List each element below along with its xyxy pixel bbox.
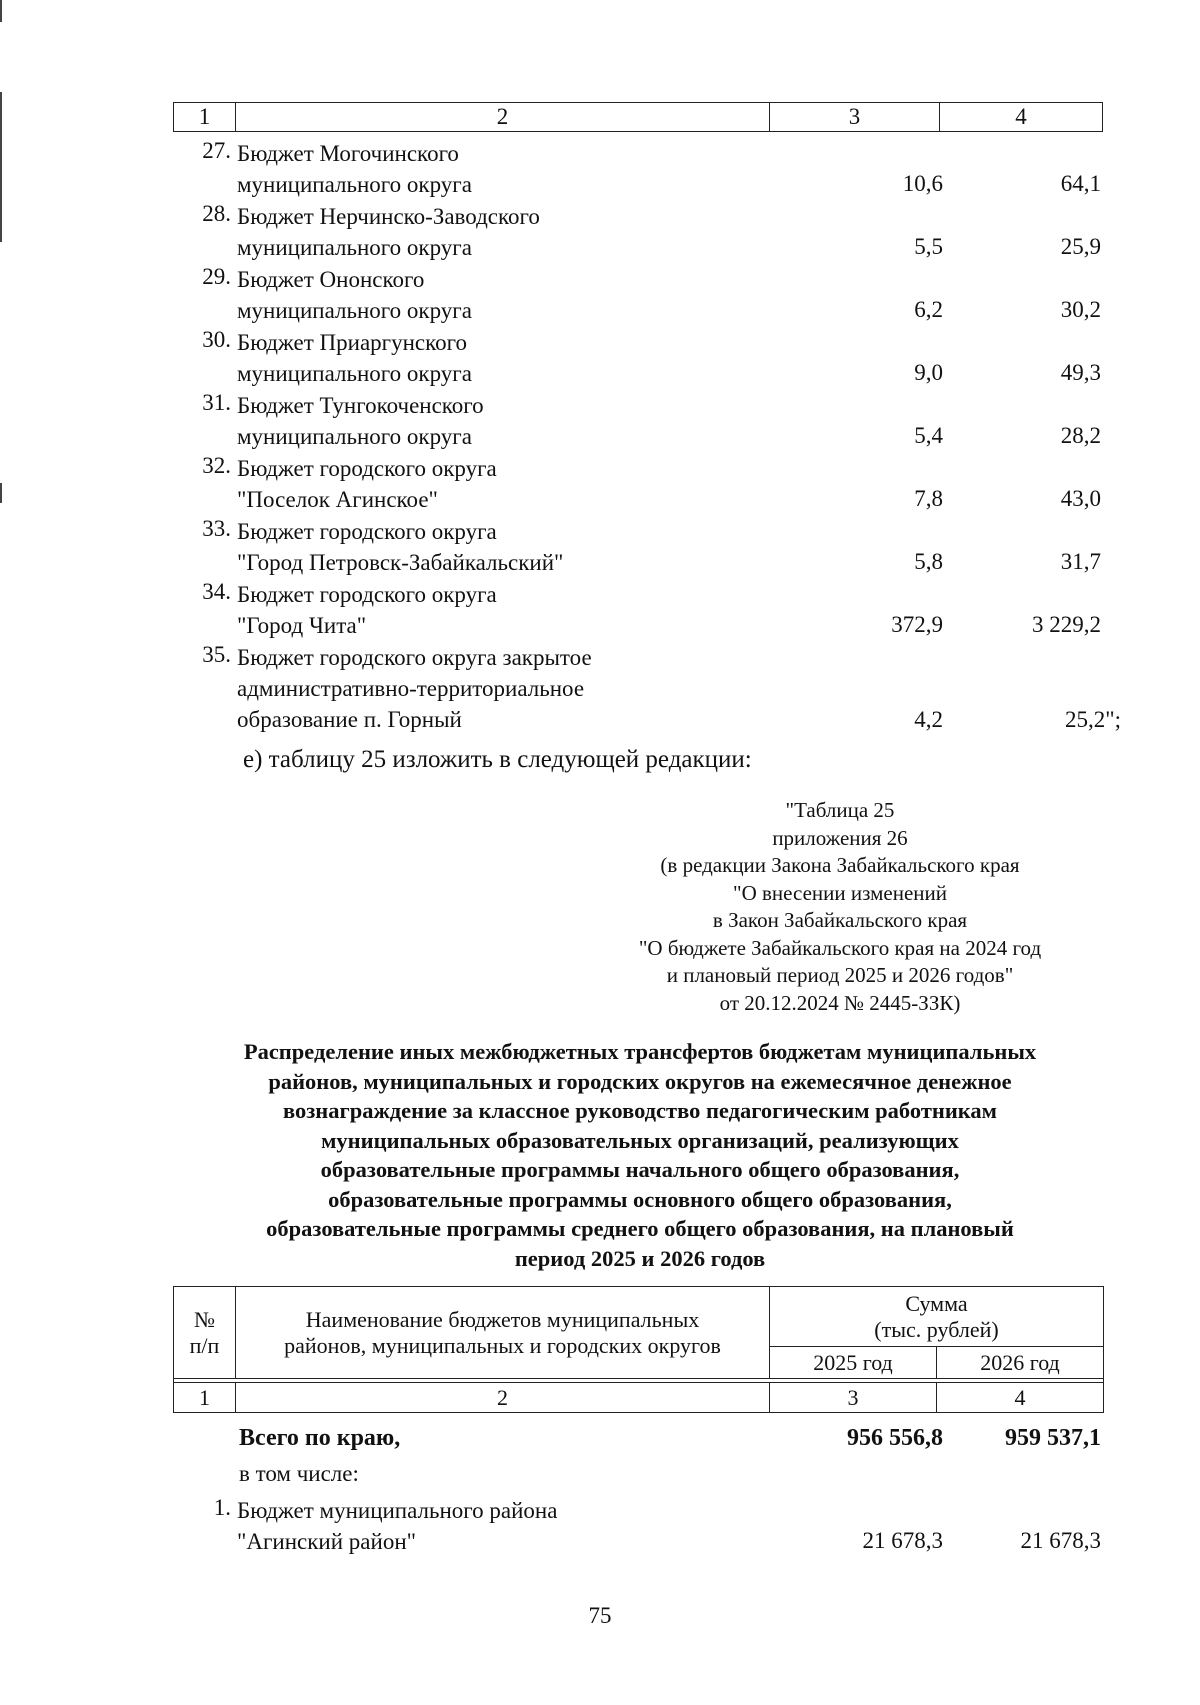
title-line: образовательные программы среднего общего образования, на плановый — [266, 1216, 1014, 1241]
table-row — [173, 325, 1103, 388]
row-name-line: "Город Чита" — [237, 613, 367, 638]
table-row — [173, 451, 1103, 514]
row-name-line: административно-территориальное — [237, 676, 585, 701]
row-number: 1. — [213, 1495, 231, 1520]
row-name-line: Бюджет городского округа — [237, 456, 497, 481]
table-continued-rows — [173, 136, 1121, 735]
row-name-line: Бюджет Могочинского — [237, 141, 459, 166]
row-value-2025: 6,2 — [914, 297, 943, 322]
table-row — [173, 388, 1103, 451]
row-name-line: образование п. Горный — [237, 707, 462, 732]
row-value-2026: 31,7 — [1060, 549, 1101, 574]
scan-artifact — [0, 0, 2, 22]
row-number: 34. — [202, 579, 231, 604]
row-value-2025: 9,0 — [914, 360, 943, 385]
header-text: п/п — [189, 1332, 220, 1358]
row-name — [237, 201, 757, 263]
row-number: 33. — [202, 516, 231, 541]
table-25-body — [173, 1425, 1103, 1556]
total-2026: 959 537,1 — [1005, 1425, 1101, 1451]
caption-line: в Закон Забайкальского края — [712, 908, 968, 932]
numbering-cell: 2 — [236, 1383, 770, 1413]
title-line: образовательные программы основного общего образования, — [328, 1186, 952, 1212]
row-name — [237, 642, 757, 735]
row-value-2025: 7,8 — [914, 486, 943, 511]
row-value-2026: 25,2"; — [1064, 707, 1121, 732]
numbering-cell: 4 — [937, 1383, 1104, 1413]
caption-line: "О внесении изменений — [733, 880, 947, 905]
title-line: районов, муниципальных и городских округов на ежемесячное денежное — [268, 1068, 1012, 1094]
row-name — [237, 264, 757, 326]
row-value-2026: 30,2 — [1060, 297, 1101, 322]
row-name-line: Бюджет муниципального района — [237, 1498, 558, 1523]
header-text: Сумма — [905, 1290, 968, 1316]
col-sum-header — [770, 1287, 1104, 1347]
row-number: 35. — [202, 642, 231, 667]
row-name-line: Бюджет городского округа — [237, 582, 497, 607]
row-name-line: муниципального округа — [237, 235, 472, 260]
row-value-2026: 3 229,2 — [1032, 612, 1101, 637]
row-value-2025: 4,2 — [914, 707, 943, 732]
table-title — [160, 1037, 1120, 1273]
row-value-2026: 21 678,3 — [1020, 1528, 1101, 1553]
row-name — [237, 138, 757, 200]
row-name — [237, 390, 757, 452]
table-header-strip — [173, 102, 1103, 132]
col-2025-header: 2025 год — [770, 1347, 937, 1379]
row-value-2026: 43,0 — [1060, 486, 1101, 511]
title-line: вознаграждение за классное руководство педагогическим работникам — [282, 1098, 997, 1123]
numbering-cell: 1 — [174, 1383, 236, 1413]
row-name-line: Бюджет Приаргунского — [237, 330, 467, 355]
title-line: период 2025 и 2026 годов — [514, 1245, 766, 1271]
instruction-text: е) таблицу 25 изложить в следующей редакции: — [243, 746, 752, 773]
caption-line: "О бюджете Забайкальского края на 2024 год — [638, 935, 1042, 960]
table-row — [173, 1493, 1103, 1556]
table-caption — [580, 797, 1100, 1017]
header-cell: 1 — [174, 103, 236, 131]
header-text: Наименование бюджетов муниципальных — [305, 1306, 700, 1332]
row-value-2026: 64,1 — [1060, 171, 1101, 196]
table-row — [173, 262, 1103, 325]
total-row — [173, 1425, 1103, 1461]
row-name — [237, 516, 757, 578]
row-name-line: муниципального округа — [237, 298, 472, 323]
row-name-line: Бюджет Нерчинско-Заводского — [237, 204, 540, 229]
table-row — [173, 136, 1103, 199]
row-name — [237, 327, 757, 389]
row-value-2025: 372,9 — [891, 612, 943, 637]
row-value-2026: 25,9 — [1060, 234, 1101, 259]
header-cell: 3 — [770, 103, 940, 131]
row-name-line: "Агинский район" — [237, 1529, 417, 1554]
col-name-header — [236, 1287, 770, 1379]
row-name-line: "Поселок Агинское" — [237, 487, 438, 512]
title-line: Распределение иных межбюджетных трансфертов бюджетам муниципальных — [243, 1039, 1037, 1064]
row-number: 28. — [202, 201, 231, 226]
caption-line: от 20.12.2024 № 2445-ЗЗК) — [719, 990, 961, 1015]
row-number: 29. — [202, 264, 231, 289]
table-25-header — [173, 1286, 1104, 1413]
row-name-line: "Город Петровск-Забайкальский" — [237, 550, 564, 575]
row-number: 31. — [202, 390, 231, 415]
caption-line: (в редакции Закона Забайкальского края — [660, 853, 1020, 877]
caption-line: и плановый период 2025 и 2026 годов" — [666, 963, 1014, 987]
scan-artifact — [0, 483, 2, 503]
table-row — [173, 577, 1103, 640]
row-value-2026: 28,2 — [1060, 423, 1101, 448]
table-row — [173, 640, 1121, 735]
row-name-line: муниципального округа — [237, 424, 472, 449]
row-value-2025: 10,6 — [902, 171, 943, 196]
including-label: в том числе: — [239, 1461, 359, 1486]
header-cell: 2 — [236, 103, 770, 131]
title-line: муниципальных образовательных организаций, реализующих — [321, 1127, 959, 1153]
total-label: Всего по краю, — [239, 1425, 401, 1451]
title-line: образовательные программы начального общего образования, — [320, 1157, 960, 1182]
row-value-2025: 5,5 — [914, 234, 943, 259]
page-number: 75 — [588, 1603, 612, 1628]
table-row — [173, 199, 1103, 262]
row-value-2026: 49,3 — [1060, 360, 1101, 385]
row-name — [237, 579, 757, 641]
row-number: 30. — [202, 327, 231, 352]
col-num-header — [174, 1287, 236, 1379]
row-name-line: Бюджет городского округа — [237, 519, 497, 544]
row-value-2025: 5,4 — [914, 423, 943, 448]
scan-artifact — [0, 92, 2, 242]
table-25-rows — [173, 1493, 1103, 1556]
row-value-2025: 21 678,3 — [862, 1528, 943, 1553]
header-cell: 4 — [1015, 104, 1027, 129]
row-value-2025: 5,8 — [914, 549, 943, 574]
row-name — [237, 453, 757, 515]
total-2025: 956 556,8 — [847, 1425, 943, 1451]
row-name-line: муниципального округа — [237, 172, 472, 197]
header-text: районов, муниципальных и городских округов — [284, 1332, 721, 1358]
table-row — [173, 514, 1103, 577]
header-text: № — [194, 1306, 215, 1332]
caption-line: "Таблица 25 — [785, 798, 895, 822]
numbering-cell: 3 — [770, 1383, 937, 1413]
row-name-line: Бюджет Ононского — [237, 267, 425, 292]
caption-line: приложения 26 — [772, 825, 908, 850]
row-name-line: Бюджет Тунгокоченского — [237, 393, 484, 418]
header-text: (тыс. рублей) — [874, 1316, 999, 1342]
row-number: 32. — [202, 453, 231, 478]
row-name — [237, 1495, 757, 1557]
including-row — [173, 1461, 1103, 1493]
row-name-line: муниципального округа — [237, 361, 472, 386]
row-name-line: Бюджет городского округа закрытое — [237, 645, 592, 670]
row-number: 27. — [202, 138, 231, 163]
col-2026-header: 2026 год — [937, 1347, 1104, 1379]
